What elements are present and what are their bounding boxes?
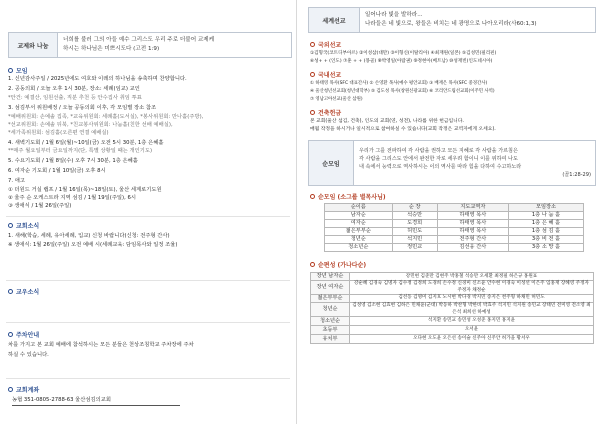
section-divider bbox=[6, 280, 290, 281]
notice-line: 1. 신년감사주일 / 2025년에도 여호와 이레의 하나님을 송축하며 찬양합니다. bbox=[8, 76, 187, 82]
roster-table bbox=[310, 272, 594, 344]
roster-title: 순편성 (가나다순) bbox=[318, 262, 367, 269]
table-cell: 정민교 bbox=[392, 244, 437, 252]
building-title: 건축헌금 bbox=[318, 110, 342, 117]
notice-line: *세가족위원회: 섬김홀(오른편 연결 예배실) bbox=[8, 130, 109, 136]
small-groups-heading bbox=[310, 192, 386, 201]
news-line: 1. 새해(학습, 세례, 유아세례, 입교) 신청 바랍니다(신청: 전주형 간사) bbox=[8, 233, 170, 239]
table-cell: 전주형 간사 bbox=[437, 236, 508, 244]
building-line: 본 교회(울산 섬김, 건축), 인도의 교회(연, 성전), 나라를 위한 헌금입니다. bbox=[310, 119, 464, 124]
table-cell: 1층 섬 김 홀 bbox=[509, 228, 584, 236]
bullet-icon bbox=[310, 72, 315, 77]
building-heading bbox=[310, 108, 341, 117]
notice-line: 6. 여자순 기도회 / 1월 10일(금) 오후 8시 bbox=[8, 168, 106, 174]
roster-group: 젊은부부순 bbox=[311, 295, 350, 303]
roster-group: 유치부 bbox=[311, 335, 350, 344]
notices-heading bbox=[8, 66, 28, 75]
table-cell: 청소년순 bbox=[325, 244, 393, 252]
account-heading bbox=[8, 385, 39, 394]
table-row bbox=[325, 236, 584, 244]
column-header: 순이름 bbox=[325, 204, 393, 212]
table-cell: 김선웅 간사 bbox=[437, 244, 508, 252]
theme-verse-box bbox=[8, 32, 292, 58]
sonmoim-label: 순모임 bbox=[309, 141, 354, 185]
notice-line: **매주 월요일부터 금요일까지(단, 특별 상황일 때는 개인기도) bbox=[8, 148, 153, 154]
notice-line: ② 울주 순 오케스트라 지역 섬김 / 1월 19일(주일), 6시 bbox=[8, 195, 136, 201]
bullet-icon bbox=[8, 223, 13, 228]
table-row bbox=[311, 273, 594, 281]
world-prayer-text-1: 일어나라 빛을 발하라... bbox=[365, 12, 423, 18]
bullet-icon bbox=[310, 262, 315, 267]
table-cell: 남자순 bbox=[325, 212, 393, 220]
table-row bbox=[311, 295, 594, 303]
table-row bbox=[311, 326, 594, 335]
sonmoim-box bbox=[308, 140, 596, 186]
sonmoim-ref: (골1:28-29) bbox=[562, 172, 591, 178]
missions-local-line: ① 하태영 목사(SFC 대표간사) ② 손영환 목사(예수 평안교회) ③ 배재은 목사(SFC 중경간사) bbox=[310, 81, 488, 86]
news-heading bbox=[8, 221, 39, 230]
roster-group: 초등부 bbox=[311, 326, 350, 335]
missions-local-title: 국내선교 bbox=[318, 72, 342, 79]
left-column bbox=[0, 0, 297, 424]
parking-line: 하실 수 있습니다. bbox=[8, 352, 49, 358]
parking-title: 주차안내 bbox=[16, 332, 40, 339]
roster-members: 석지환 송민교 송민성 오성준 홍지민 홍지윤 bbox=[350, 317, 594, 326]
section-divider bbox=[6, 322, 290, 323]
notice-line: *예배위원회: 손예솔 집족, *교육위원회: 세례홀(도서실), *봉사위원회: 만나홀(주방), bbox=[8, 114, 204, 120]
table-row bbox=[325, 212, 584, 220]
notice-line: ① 더원드 거실 랩프 / 1월 16일(목)~18일(토), 울산 세계로기도원 bbox=[8, 187, 162, 193]
bullet-icon bbox=[8, 387, 13, 392]
account-underline bbox=[12, 405, 180, 406]
member-news-heading bbox=[8, 287, 39, 296]
small-groups-table bbox=[324, 203, 584, 252]
column-header: 순 장 bbox=[392, 204, 437, 212]
parking-heading bbox=[8, 330, 39, 339]
roster-members: 오다현 오도윤 오은선 송이슬 신주아 신주안 허가을 황서우 bbox=[350, 335, 594, 344]
table-row bbox=[311, 281, 594, 295]
missions-abroad-line: ①김형국(코트디부아르) ②이성삼(대만) ③이형신(이탈리아) ④최재원(일본) ⑤김성민(필리핀) bbox=[310, 51, 497, 56]
section-divider bbox=[6, 378, 290, 379]
account-number: 농협 351-0805-2788-63 울산섬김의교회 bbox=[12, 397, 111, 403]
missions-abroad-heading bbox=[310, 40, 341, 49]
column-header: 모임장소 bbox=[509, 204, 584, 212]
bullet-icon bbox=[8, 332, 13, 337]
table-cell: 석지민 bbox=[392, 236, 437, 244]
missions-abroad-title: 국외선교 bbox=[318, 42, 342, 49]
small-groups-title: 순모임 (소그룹 별목사님) bbox=[318, 194, 386, 201]
notice-line: 2. 공동의회 / 오늘 오후 1시 30분, 장소: 세례(임교) 교인 bbox=[8, 86, 140, 92]
world-prayer-box bbox=[308, 7, 596, 33]
missions-abroad-line: ⑥성+ + (인도) ⑦훈 + + (몽골) ⑧박영일(아랍권) ⑨정현아(베트남) ⑩성재빈(인도네시아) bbox=[310, 59, 493, 64]
bullet-icon bbox=[310, 194, 315, 199]
sonmoim-text-2: 각 사람을 그리스도 안에서 완전한 자로 세우려 함이니 이를 위하여 나도 bbox=[359, 156, 518, 162]
notice-line: 5. 수요기도회 / 1월 8일(수) 오후 7시 30분, 1층 은혜홀 bbox=[8, 158, 138, 164]
sonmoim-text-1: 우리가 그를 전파하여 각 사람을 권하고 모든 지혜로 각 사람을 가르침은 bbox=[359, 148, 518, 154]
news-title: 교회소식 bbox=[16, 223, 40, 230]
bullet-icon bbox=[310, 42, 315, 47]
right-column bbox=[302, 0, 600, 424]
parking-line: 차를 가지고 본 교회 예배에 참석하시는 모든 분들은 천상조침학교 주차장에 주차 bbox=[8, 342, 194, 348]
notice-line: *선교위원회: 손예솔 뒤북, *친교봉사위원회: 나눔홀(친한 선배 예배실), bbox=[8, 122, 173, 128]
missions-local-line: ④ 울산청년선교회(청년대학부) ⑤ 김도성 목사(창원신광교회) ⑥ 코리안드림선교회(이주민 사역) bbox=[310, 89, 495, 94]
theme-verse-text-1: 너희를 불러 그의 아들 예수 그리스도 우리 주로 더불어 교제케 bbox=[63, 37, 215, 43]
notice-line: ③ 생애식 / 1월 26일(주일) bbox=[8, 203, 72, 209]
section-divider bbox=[6, 216, 290, 217]
table-row bbox=[325, 228, 584, 236]
theme-verse-label: 교제와 나눔 bbox=[9, 33, 58, 57]
table-cell: 도경희 bbox=[392, 220, 437, 228]
notice-line: 3. 섬김부서 위원배정 / 오늘 공동의회 이후, 각 모임별 장소 참조 bbox=[8, 105, 157, 111]
notice-line: 4. 새벽기도회 / 1월 6일(월)~10일(금) 오전 5시 30분, 1층 은혜홀 bbox=[8, 140, 164, 146]
roster-members: 김선동 김명미 김지호 노시현 박다경 박지민 송지은 천주형 하채민 허민도 bbox=[350, 295, 594, 303]
roster-group: 장년 남자순 bbox=[311, 273, 350, 281]
table-cell: 청년순 bbox=[325, 236, 393, 244]
table-row bbox=[325, 244, 584, 252]
news-line: ※ 생애식: 1월 26일(주일) 오전 예배 시(세례교육: 담임목사와 일정 조율) bbox=[8, 242, 178, 248]
bullet-icon bbox=[8, 289, 13, 294]
missions-local-heading bbox=[310, 70, 341, 79]
notice-line: 7. 애고 bbox=[8, 178, 25, 184]
table-row bbox=[311, 317, 594, 326]
table-cell: 3층 소 망 홀 bbox=[509, 244, 584, 252]
table-cell: 하태영 목사 bbox=[437, 212, 508, 220]
building-line: 매월 작정을 하시거나 일시적으로 참여하실 수 있습니다(교회 작정은 교역자에게 오세요). bbox=[310, 127, 496, 132]
bullet-icon bbox=[8, 68, 13, 73]
table-cell: 1층 나 눔 홀 bbox=[509, 212, 584, 220]
table-row bbox=[325, 220, 584, 228]
world-prayer-label: 세계선교 bbox=[309, 8, 360, 32]
table-cell: 여자순 bbox=[325, 220, 393, 228]
table-cell: 3층 비 전 홀 bbox=[509, 236, 584, 244]
account-title: 교회계좌 bbox=[16, 387, 40, 394]
table-row bbox=[311, 335, 594, 344]
roster-members: 강순혜 김경숙 김명자 김수정 김정희 도경희 손수정 신경미 신소윤 안수현 이경숙 이성선 이은주 임홍재 장혜영 주정자 주정자 채정순 bbox=[350, 281, 594, 295]
notices-title: 모임 bbox=[16, 68, 28, 75]
sonmoim-text-3: 내 속에서 능력으로 역사하시는 이의 역사를 따라 힘을 다하여 수고하노라 bbox=[359, 164, 522, 170]
roster-members: 강민현 김준만 김현주 박홍철 석승만 오세환 최정필 하은규 홍원표 bbox=[350, 273, 594, 281]
table-cell: 젊은부부순 bbox=[325, 228, 393, 236]
roster-members: 김성영 김소현 김효현 김하은 민채윤(군대) 박동하 박찬형 박한비 박효주 석지민 석지원 송민교 장태민 전미영 전소영 최은석 최희선 하예성 bbox=[350, 303, 594, 317]
roster-members: 오서윤 bbox=[350, 326, 594, 335]
column-header: 지도교역자 bbox=[437, 204, 508, 212]
table-cell: 허민도 bbox=[392, 228, 437, 236]
notice-line: *안건: 예결산, 임원선출, 직분 추천 등 안수집사 취임 투표 bbox=[8, 95, 142, 101]
missions-local-line: ⑦ 영남고아선교(울산 삼원) bbox=[310, 97, 363, 102]
bullet-icon bbox=[310, 110, 315, 115]
roster-group: 청소년순 bbox=[311, 317, 350, 326]
roster-heading bbox=[310, 260, 366, 269]
table-row bbox=[311, 303, 594, 317]
table-header-row bbox=[325, 204, 584, 212]
table-cell: 석승만 bbox=[392, 212, 437, 220]
table-cell: 하태영 목사 bbox=[437, 228, 508, 236]
roster-group: 장년 여자순 bbox=[311, 281, 350, 295]
table-cell: 하태영 목사 bbox=[437, 220, 508, 228]
theme-verse-text-2: 하시는 하나님은 미쁘시도다 (고전 1:9) bbox=[63, 46, 160, 52]
roster-group: 청년순 bbox=[311, 303, 350, 317]
table-cell: 1층 은 혜 홀 bbox=[509, 220, 584, 228]
world-prayer-text-2: 나라들은 네 빛으로, 왕들은 비치는 네 광명으로 나아오리라(사60:1,3) bbox=[365, 21, 537, 27]
member-news-title: 교우소식 bbox=[16, 289, 40, 296]
